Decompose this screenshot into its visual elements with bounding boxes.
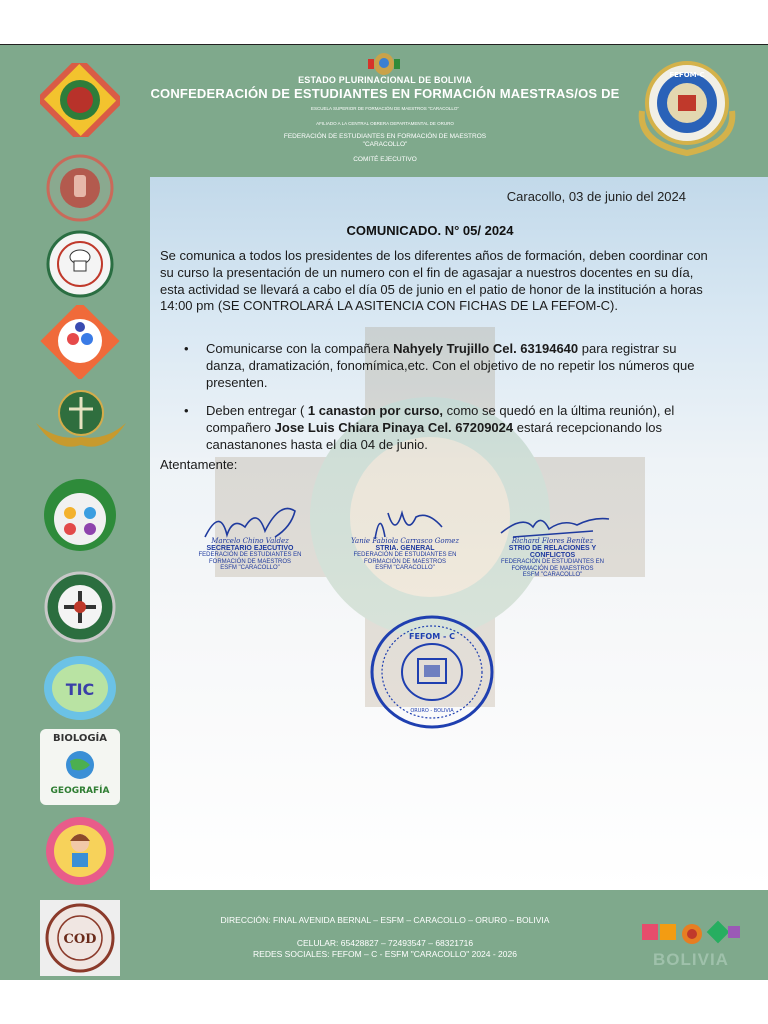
signature-org: ESFM "CARACOLLO" [522,572,583,578]
signature-block [190,497,310,572]
fefom-c-stamp [370,615,494,729]
initial-education-logo [40,305,120,379]
tic-logo [40,651,120,725]
spiritual-values-logo [26,383,136,457]
signature-role: STRIA. GENERAL [375,545,435,552]
stamp-top-text: FEFOM - C [409,632,455,641]
stamp-bottom-text: ORURO - BOLIVIA [410,708,454,714]
header-affiliation: AFILIADO A LA CENTRAL OBRERA DEPARTAMENTAL DE ORURO [316,121,454,126]
signature-org: ESFM "CARACOLLO" [375,565,435,571]
svg-text:TIC: TIC [65,680,95,699]
signature-org: ESFM "CARACOLLO" [220,565,280,571]
header-committee: COMITÉ EJECUTIVO [353,156,417,163]
svg-text:COD: COD [63,932,97,947]
signature-block [345,497,465,572]
signature-org: FORMACIÓN DE MAESTROS [208,558,291,565]
header-federation [150,133,620,149]
signature-name: Yanie Fabiola Carrasco Gomez [350,537,460,545]
header-confederation: CONFEDERACIÓN DE ESTUDIANTES EN FORMACIÓN MAESTRAS/OS DE [150,86,620,101]
document-title: COMUNICADO. N° 05/ 2024 [346,223,514,238]
signature-name: Marcelo Chino Valdez [211,537,289,545]
bullet-text: estará recepcionando los canastanones hasta el dia 04 de junio. [206,420,662,452]
cod-logo [40,900,120,974]
signature-org: FEDERACIÓN DE ESTUDIANTES EN [353,552,457,558]
header-school-line: ESCUELA SUPERIOR DE FORMACIÓN DE MAESTROS "CARACOLLO" [311,106,459,111]
document-paragraph: Se comunica a todos los presidentes de los diferentes años de formación, deben coordinar con su curso la presentación de un numero con el fin de agasajar a nuestros docentes en su día, esta actividad se llevará a cabo el día 05 de junio en el patio de honor de la institución a horas 14:00 pm (SE CONTROLARÁ LA ASITENCIA CON FICHAS DE LA FEFOM-C). [160,248,708,314]
signature-block [490,497,615,579]
education-girl-logo [40,813,120,887]
bullet-item [160,340,705,391]
union-fist-logo [40,151,120,225]
bullet-quantity: 1 canaston por curso, [307,403,443,418]
bullet-text: Comunicarse con la compañera [206,341,394,356]
document-body [150,177,768,890]
header-federation-line-2: "CARACOLLO" [362,141,408,148]
letterhead-page [0,45,768,980]
signature-org: FEDERACIÓN DE ESTUDIANTES EN [198,552,302,558]
bolivia-brand-text: BOLIVIA [653,950,729,969]
special-education-logo [40,475,120,549]
signature-role: STRIO DE RELACIONES Y CONFLICTOS [508,545,597,559]
ssc-logo [40,569,120,643]
bullet-contact: Jose Luis Chiara Pinaya Cel. 67209024 [274,420,514,435]
svg-text:BIOLOGÍA: BIOLOGÍA [52,733,108,744]
bullet-text: para registrar su danza, dramatización, fonomímica,etc. Con el objetivo de no repetir los números que presenten. [206,341,695,390]
svg-text:GEOGRAFÍA: GEOGRAFÍA [50,786,110,796]
footer-phones: CELULAR: 65428827 – 72493547 – 68321716 [296,938,474,948]
fefom-logo-text: FEFOM-C [669,71,705,79]
footer-social: REDES SOCIALES: FEFOM – C - ESFM "CARACOLLO" 2024 - 2026 [253,949,517,959]
document-bullets [160,340,705,464]
signature-role: SECRETARIO EJECUTIVO [206,545,294,552]
signature-org: FORMACIÓN DE MAESTROS [511,565,594,572]
letterhead-header [150,45,620,175]
caracollo-school-logo [40,63,120,137]
closing-text: Atentamente: [160,457,238,472]
bullet-contact: Nahyely Trujillo Cel. 63194640 [393,341,579,356]
gastronomy-logo [40,227,120,301]
signature-org: FORMACIÓN DE MAESTROS [363,558,446,565]
bullet-item [160,402,705,453]
bolivia-coat-of-arms-icon [366,49,402,77]
header-federation-line-1: FEDERACIÓN DE ESTUDIANTES EN FORMACIÓN DE MAESTROS [283,133,487,140]
document-date: Caracollo, 03 de junio del 2024 [506,189,686,204]
bullet-text: como se quedó en la última reunión), el compañero [206,403,675,435]
signature-name: Richard Flores Benítez [511,537,594,545]
header-state: ESTADO PLURINACIONAL DE BOLIVIA [298,75,472,85]
biology-geography-logo [40,729,120,803]
bullet-text: Deben entregar ( [206,403,308,418]
signature-org: FEDERACIÓN DE ESTUDIANTES EN [500,559,604,565]
footer-address: DIRECCIÓN: FINAL AVENIDA BERNAL – ESFM – CARACOLLO – ORURO – BOLIVIA [220,915,550,925]
fefom-c-logo [628,51,746,157]
